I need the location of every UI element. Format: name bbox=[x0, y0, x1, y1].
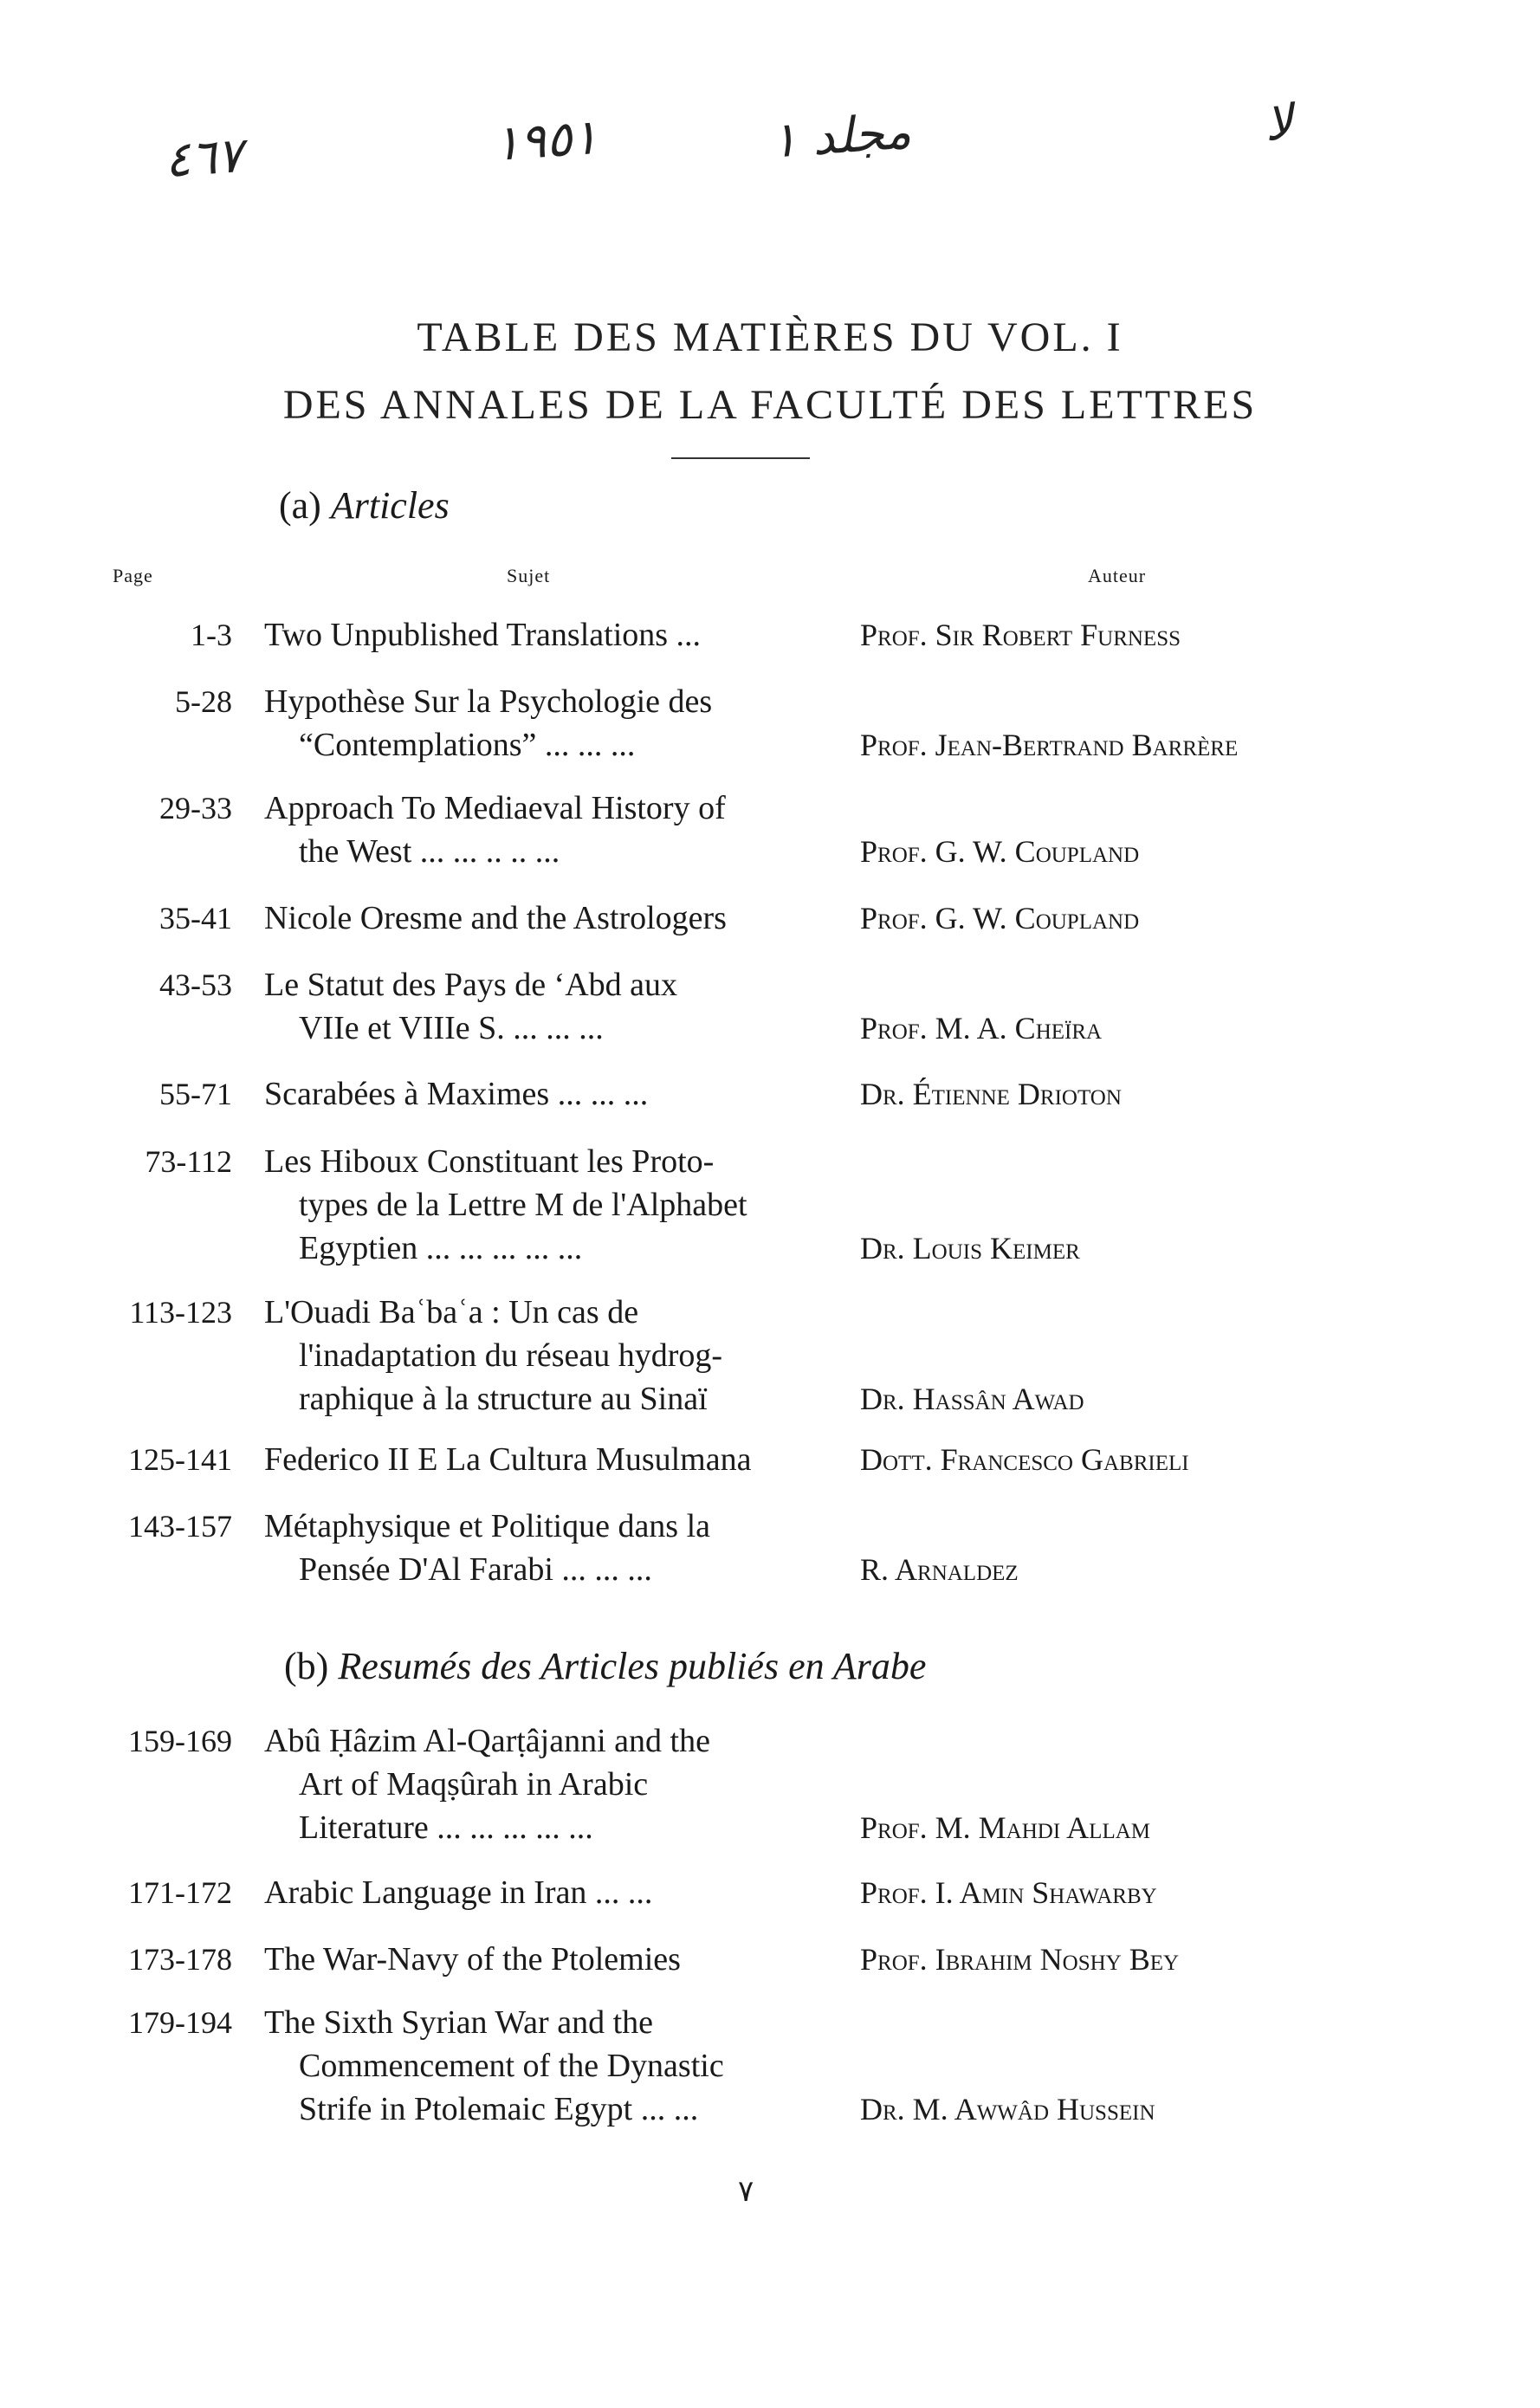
entry-page-range: 5-28 bbox=[175, 684, 232, 719]
entry-subject-line: Strife in Ptolemaic Egypt ... ... bbox=[299, 2091, 699, 2127]
entry-subject-line: Scarabées à Maximes ... ... ... bbox=[264, 1076, 649, 1112]
section-a-label: Articles bbox=[330, 484, 450, 527]
entry-page-range: 1-3 bbox=[191, 618, 232, 652]
entry-subject bbox=[264, 1072, 836, 1116]
entry-author: Prof. Jean-Bertrand Barrère bbox=[860, 728, 1239, 762]
title-line-1: TABLE DES MATIÈRES DU VOL. I bbox=[417, 314, 1123, 360]
entry-page-range: 35-41 bbox=[159, 901, 232, 935]
section-a-marker: (a) bbox=[279, 484, 321, 527]
entry-subject bbox=[264, 1505, 836, 1591]
entry-subject-line: Nicole Oresme and the Astrologers bbox=[264, 900, 727, 936]
entry-page-range: 113-123 bbox=[129, 1295, 232, 1330]
entry-page-range: 125-141 bbox=[128, 1442, 232, 1477]
entry-subject-line: Les Hiboux Constituant les Proto- bbox=[264, 1143, 715, 1180]
entry-subject-line: Literature ... ... ... ... ... bbox=[299, 1809, 593, 1846]
entry-subject bbox=[264, 1140, 836, 1270]
entry-subject bbox=[264, 963, 836, 1050]
entry-subject bbox=[264, 1938, 836, 1981]
entry-author: Prof. I. Amin Shawarby bbox=[860, 1875, 1157, 1910]
entry-subject bbox=[264, 1291, 836, 1421]
entry-author: R. Arnaldez bbox=[860, 1552, 1019, 1587]
entry-subject-line: raphique à la structure au Sinaï bbox=[299, 1381, 708, 1417]
entry-page-range: 43-53 bbox=[159, 968, 232, 1002]
entry-author: Prof. Sir Robert Furness bbox=[860, 618, 1181, 652]
title-line-2: DES ANNALES DE LA FACULTÉ DES LETTRES bbox=[282, 382, 1258, 428]
column-head-author: Auteur bbox=[1088, 565, 1147, 586]
column-head-page: Page bbox=[113, 565, 153, 586]
entry-author: Dr. Louis Keimer bbox=[860, 1231, 1080, 1265]
entry-author: Dr. Hassân Awad bbox=[860, 1382, 1084, 1416]
entry-subject bbox=[264, 613, 836, 657]
handwritten-note-1: ٤٦٧ bbox=[162, 126, 245, 190]
entry-author: Dr. M. Awwâd Hussein bbox=[860, 2092, 1155, 2126]
entry-subject-line: Pensée D'Al Farabi ... ... ... bbox=[299, 1551, 652, 1588]
entry-subject bbox=[264, 2001, 836, 2131]
entry-subject-line: Commencement of the Dynastic bbox=[299, 2048, 724, 2084]
entry-subject-line: Two Unpublished Translations ... bbox=[264, 617, 702, 653]
entry-subject-line: “Contemplations” ... ... ... bbox=[299, 727, 636, 763]
entry-subject-line: Arabic Language in Iran ... ... bbox=[264, 1874, 653, 1911]
page-number-mark: ٧ bbox=[738, 2176, 754, 2208]
entry-subject-line: Abû Ḥâzim Al-Qarṭâjanni and the bbox=[264, 1723, 710, 1759]
entry-subject-line: The War-Navy of the Ptolemies bbox=[264, 1941, 681, 1978]
section-b-marker: (b) bbox=[284, 1645, 329, 1687]
entry-author: Prof. M. Mahdi Allam bbox=[860, 1810, 1150, 1845]
handwritten-note-2: ١٩٥١ bbox=[491, 108, 600, 173]
entry-subject bbox=[264, 786, 836, 873]
title-divider bbox=[671, 457, 810, 459]
entry-page-range: 55-71 bbox=[159, 1077, 232, 1111]
entry-subject-line: Approach To Mediaeval History of bbox=[264, 790, 726, 826]
entry-subject-line: Hypothèse Sur la Psychologie des bbox=[264, 683, 713, 720]
entry-page-range: 143-157 bbox=[128, 1509, 232, 1544]
handwritten-note-4: لا bbox=[1262, 94, 1295, 153]
entry-page-range: 173-178 bbox=[128, 1942, 232, 1977]
entry-subject-line: Métaphysique et Politique dans la bbox=[264, 1508, 711, 1544]
entry-subject-line: l'inadaptation du réseau hydrog- bbox=[299, 1337, 723, 1374]
entry-subject-line: Federico II E La Cultura Musulmana bbox=[264, 1441, 752, 1478]
entry-subject-line: Egyptien ... ... ... ... ... bbox=[299, 1230, 583, 1266]
section-a-heading bbox=[279, 483, 450, 528]
entry-author: Prof. M. A. Cheïra bbox=[860, 1011, 1103, 1045]
entry-page-range: 29-33 bbox=[159, 791, 232, 825]
entry-subject-line: the West ... ... .. .. ... bbox=[299, 833, 560, 870]
entry-author: Dr. Étienne Drioton bbox=[860, 1077, 1122, 1111]
column-head-subject: Sujet bbox=[507, 565, 551, 586]
entry-author: Prof. G. W. Coupland bbox=[860, 834, 1140, 869]
entry-page-range: 159-169 bbox=[128, 1724, 232, 1758]
entry-page-range: 179-194 bbox=[128, 2005, 232, 2040]
entry-page-range: 171-172 bbox=[128, 1875, 232, 1910]
entry-subject-line: L'Ouadi Baʿbaʿa : Un cas de bbox=[264, 1294, 639, 1330]
entry-page-range: 73-112 bbox=[145, 1144, 232, 1179]
entry-subject-line: The Sixth Syrian War and the bbox=[264, 2004, 653, 2041]
entry-author: Dott. Francesco Gabrieli bbox=[860, 1442, 1189, 1477]
entry-author: Prof. Ibrahim Noshy Bey bbox=[860, 1942, 1180, 1977]
section-b-heading bbox=[284, 1644, 926, 1688]
entry-author: Prof. G. W. Coupland bbox=[860, 901, 1140, 935]
section-b-label: Resumés des Articles publiés en Arabe bbox=[338, 1645, 927, 1687]
entry-subject-line: Le Statut des Pays de ‘Abd aux bbox=[264, 967, 678, 1003]
entry-subject-line: VIIe et VIIIe S. ... ... ... bbox=[299, 1010, 604, 1046]
entry-subject bbox=[264, 680, 836, 767]
entry-subject bbox=[264, 1871, 836, 1914]
entry-subject bbox=[264, 1438, 836, 1481]
entry-subject-line: Art of Maqṣûrah in Arabic bbox=[299, 1766, 649, 1803]
entry-subject bbox=[264, 1719, 836, 1849]
entry-subject-line: types de la Lettre M de l'Alphabet bbox=[299, 1187, 747, 1223]
entry-subject bbox=[264, 897, 836, 940]
handwritten-note-3: مجلد ١ bbox=[768, 103, 914, 170]
